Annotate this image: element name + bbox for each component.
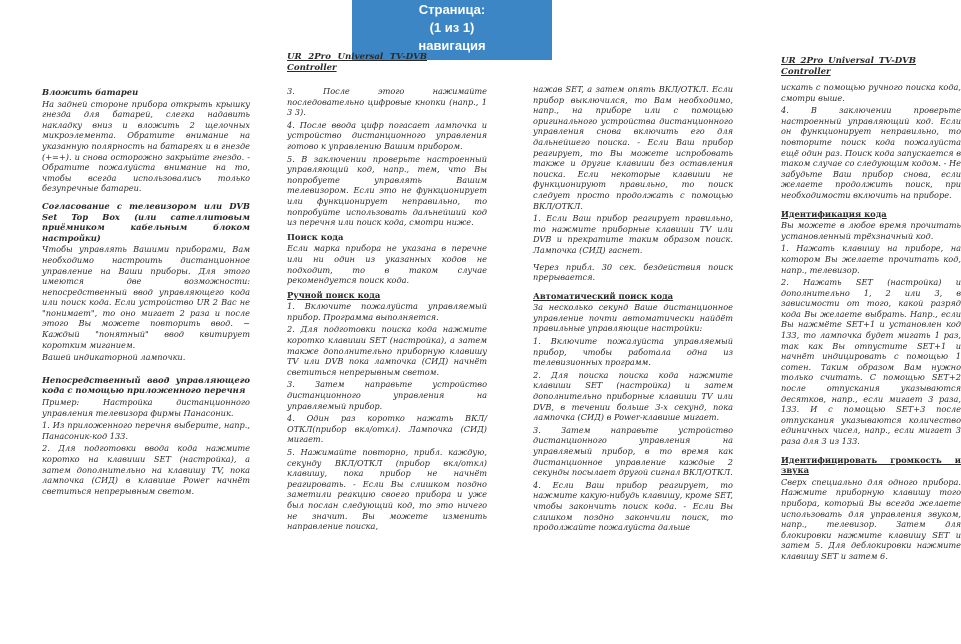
paragraph-code-search: Если марка прибора не указана в перечне или ни один из указанных кодов не подходит, то в таком случае рекомендуется поиск кода. (287, 243, 487, 286)
paragraph-step3: 3. После этого нажимайте последовательно цифровые кнопки (напр., 1 3 3). (287, 86, 487, 118)
paragraph-step4: 4. После ввода цифр погасает лампочка и устройство дистанционного управления готово к управлению Вашим прибором. (287, 119, 487, 151)
paragraph-search-continue: нажав SET, а затем опять ВКЛ/ОТКЛ. Если прибор выключился, то Вам необходимо, напр., на приборе или с помощью оригинального устройства дистанционного управления снова включить его для дальнейшего поиска. - Если Ваш прибор реагирует, то Вы можете испробовать также и другие клавиши без оставления поиска. Если некоторые клавиши не функционируют правильно, то поиск следует просто продолжать с помощью ВКЛ/ОТКЛ. (533, 84, 733, 211)
nav-label: навигация (418, 38, 486, 53)
heading-code-ident: Идентификация кода (781, 208, 887, 219)
paragraph-step5: 5. В заключении проверьте настроенный управляющий код, напр., тем, что Вы попробуете управлять Вашим телевизором. Если это не функционирует или функционирует неправильно, то попробуйте использовать дальнейший код из перечня или поиск кода, смотри ниже. (287, 153, 487, 228)
heading-volume-lock: Идентифицировать громкость и звука (781, 454, 961, 476)
paragraph-search-stop: 1. Если Ваш прибор реагирует правильно, то нажмите приборные клавиши TV или DVB и прекратите таким образом поиск. Лампочка (СИД) гаснет. (533, 213, 733, 255)
paragraph-auto-1: 1. Включите пожалуйста управляемый прибор, чтобы работала одна из телевизионных программ. (533, 336, 733, 368)
paragraph-direct-example: Пример: Настройка дистанционного управления телевизора фирмы Панасоник. (42, 397, 250, 418)
column-4 (781, 56, 961, 564)
paragraph-auto-3: 3. Затем направьте устройство дистанционного управления на управляемый прибор, в то время как дистанционное управление каждые 2 секунды посылает другой сигнал ВКЛ/ОТКЛ. (533, 424, 733, 478)
paragraph-auto-2: 2. Для поиска поиска кода нажмите клавиши SET (настройка) и затем дополнительно приборные клавиши TV или DVB, в течении больше 3-х секунд, пока лампочка (СИД) в Power-клавише мигает. (533, 369, 733, 423)
paragraph-search-timeout: Через прибл. 30 сек. бездействия поиск прерывается. (533, 261, 733, 283)
heading-manual-search: Ручной поиск кода (287, 289, 381, 300)
column-4-clip (781, 0, 961, 644)
heading-auto-search: Автоматический поиск кода (533, 290, 674, 301)
paragraph-volume-lock: Сверх специально для одного прибора. Нажмите приборную клавишу того прибора, который Вы всегда желаете использовать для управления звуком, напр., телевизор. Затем для блокировки нажмите клавишу SET и затем 5. Для деблокировки нажмите клавишу SET и затем 6. (781, 476, 961, 561)
paragraph-manual-1: 1. Включите пожалуйста управляемый прибор. Программа выполняется. (287, 301, 487, 322)
paragraph-manual-2: 2. Для подготовки поиска кода нажмите коротко клавиши SET (настройка), а затем также дополнительно приборную клавишу TV или DVB пока лампочка (СИД) начнёт светиться непрерывным светом. (287, 324, 487, 377)
heading-direct-entry: Непосредственный ввод управляющего кода с помощью приложенного перечня (42, 374, 250, 396)
nav-page-count: (1 из 1) (429, 20, 475, 35)
heading-battery: Вложить батареи (42, 87, 139, 97)
column-header: UR 2Pro Universal TV-DVB Controller (287, 52, 427, 73)
paragraph-ident-3: 2. Нажать SET (настройка) и дополнительно 1, 2 или 3, в зависимости от того, какой разряд кода Вы желаете выбрать. Напр., если Вы нажмёте SET+1 и установлен код 133, то лампочка будет мигать 1 раз, так как Вы отпустите SET+1 и начнёт индицировать с помощью 1 сотен. Таким образом Вам нужно только считать. С помощью SET+2 после отпускания указываются десятков, напр., если мигает 3 раза, 133. И с помощью SET+3 после отпускания указываются количество единичных чисел, напр., если мигает 3 раза для 3 из 133. (781, 277, 961, 446)
column-header-right: UR 2Pro Universal TV-DVB Controller (781, 56, 916, 77)
heading-tv-setup: Согласование с телевизором или DVB Set Top Box (или сателлитовым приёмником кабельным блоком настройки) (42, 200, 250, 243)
paragraph-ident-2: 1. Нажать клавишу на приборе, на котором Вы желаете прочитать код, напр., телевизор. (781, 243, 961, 275)
paragraph-tv-setup-2: Вашей индикаторной лампочки. (42, 352, 186, 363)
paragraph-manual-4: 4. Один раз коротко нажать ВКЛ/ОТКЛ(прибор вкл/откл). Лампочка (СИД) мигает. (287, 413, 487, 445)
paragraph-manual-5: 5. Нажимайте повторно, прибл. каждую, секунду ВКЛ/ОТКЛ (прибор вкл/откл) клавишу, пока прибор не начнёт реагировать. - Если Вы слишком поздно заметили реакцию своего прибора и уже был послан следующий код, то это ничего не значит. Вы можете изменить направление поиска, (287, 447, 487, 532)
paragraph-battery: На задней стороне прибора открыть крышку гнезда для батарей, слегка надавить накладку вниз и вложить 2 щелочных микроэлемента. Обратите внимание на указанную полярность на батареях и в гнезде (+=+). и снова осторожно закрыйте гнездо. - Обратите пожалуйста внимание на то, чтобы всегда использовались только безупречные батареи. (42, 98, 250, 194)
column-1 (42, 84, 250, 498)
paragraph-direct-step1: 1. Из приложенного перечня выберите, напр., Панасоник-код 133. (42, 420, 250, 441)
paragraph-ident-1: Вы можете в любое время прочитать установленный трёхзначный код. (781, 220, 961, 241)
paragraph-auto-4: 4. Если Ваш прибор реагирует, то нажмите какую-нибудь клавишу, кроме SET, чтобы закончить поиск кода. - Если Вы слишком поздно закончили поиск, то продолжайте пожалуйста дальше (533, 479, 733, 533)
nav-page-label: Страница: (418, 2, 486, 17)
paragraph-auto-intro: За несколько секунд Ваше дистанционное управление почти автоматически найдёт правильные управляющие настройки: (533, 302, 733, 334)
page-navigation-badge[interactable] (352, 0, 552, 60)
heading-code-search: Поиск кода (287, 231, 344, 242)
column-3 (533, 84, 733, 535)
paragraph-tv-setup: Чтобы управлять Вашими приборами, Вам необходимо настроить дистанционное управление на Ваши приборы. Для этого имеются две возможности: непосредственный ввод управляющего кода или поиск кода. Если устройство UR 2 Вас не "понимает", то оно мигает 2 раза и после этого Вы можете повторить ввод. ~ Каждый "понятный" ввод квитирует коротким миганием. (42, 244, 250, 350)
column-2 (287, 52, 487, 534)
paragraph-direct-step2: 2. Для подготовки ввода кода нажмите коротко на клавиши SET (настройка), а затем дополнительно на клавишу TV, пока лампочка (СИД) в клавише Power начнёт светиться непрерывным светом. (42, 443, 250, 496)
paragraph-manual-ref: искать с помощью ручного поиска кода, смотри выше. (781, 82, 961, 103)
paragraph-manual-3: 3. Затем направьте устройство дистанционного управления на управляемый прибор. (287, 379, 487, 411)
paragraph-verify: 4. В заключении проверьте настроенный управляющий код. Если он функционирует неправильно, то повторите поиск кода пожалуйста ещё один раз. Поиск кода запускается в таком случае со следующим кодом. - Не забудьте Ваш прибор снова, если желаете продолжить поиск, при необходимости включить на приборе. (781, 105, 961, 200)
